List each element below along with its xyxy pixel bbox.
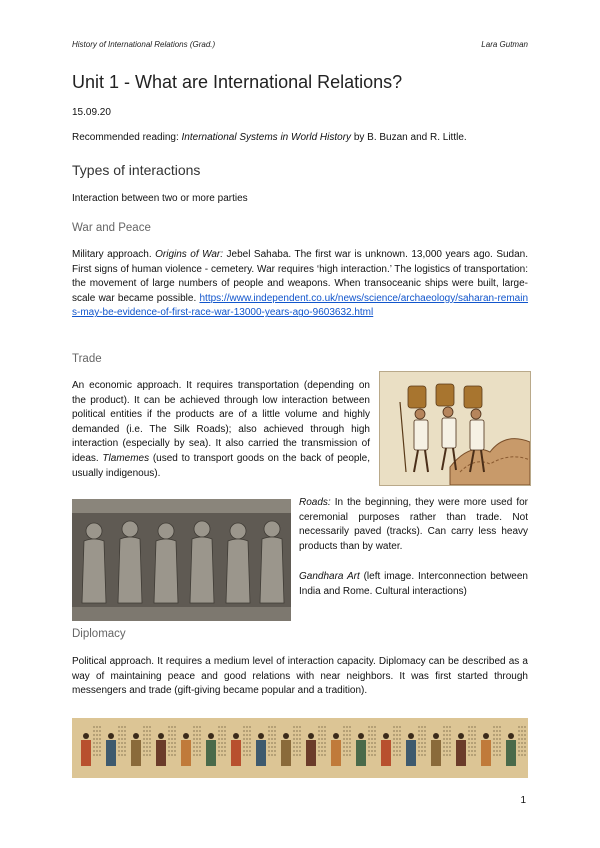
war-heading: War and Peace: [72, 222, 151, 234]
trade-body1: An economic approach. It requires transportation (depending on the product). It can be achieved through low interaction between political entities if the products are of a little volume and highly demanded (i.e. The Silk Roads); also achieved through high interaction (especially by sea). It also carried the transmission of ideas.: [72, 380, 370, 464]
trade-body2: (used to transport goods on the back of people, usually indigenous).: [72, 452, 371, 479]
header-course: History of International Relations (Grad.): [72, 40, 216, 49]
date: 15.09.20: [72, 107, 111, 118]
tlamemes-codex-image: [379, 371, 531, 486]
scroll-figures-drawing: [72, 718, 528, 778]
war-body: Jebel Sahaba. The first war is unknown. 13,000 years ago. Sudan. First signs of human violence - cemetery. War requires ‘high interaction.’ The logistics of transportation: the movement of large numbers of people and weapons. When transoceanic ships were built, large-scale war became possible.: [72, 249, 529, 304]
trade-tlamemes: Tlamemes: [102, 452, 150, 464]
war-lead: Military approach.: [72, 249, 152, 260]
gandhara-paragraph: [299, 570, 528, 599]
trade-heading: Trade: [72, 353, 102, 365]
diplomacy-scroll-image: [72, 718, 528, 778]
types-heading: Types of interactions: [72, 162, 201, 178]
roads-label: Roads:: [299, 497, 331, 508]
war-origins: Origins of War:: [155, 249, 224, 260]
war-paragraph: [72, 248, 528, 321]
header-author: Lara Gutman: [481, 40, 528, 49]
gandhara-label: Gandhara Art: [299, 571, 360, 582]
types-intro: Interaction between two or more parties: [72, 193, 248, 204]
roads-body: In the beginning, they were more used for ceremonial purposes rather than trade. Not necessarily paved (tracks). Can carry less heavy products than by water.: [299, 497, 528, 552]
recommended-authors: by B. Buzan and R. Little.: [353, 132, 467, 143]
gandhara-art-image: [72, 499, 291, 621]
recommended-reading: [72, 132, 467, 143]
gandhara-body: (left image. Interconnection between India and Rome. Cultural interactions): [299, 571, 528, 597]
roads-paragraph: [299, 496, 528, 554]
recommended-book: International Systems in World History: [181, 132, 352, 143]
trade-paragraph: [72, 379, 370, 481]
tlamemes-codex-drawing: [380, 372, 530, 485]
gandhara-relief-drawing: [72, 499, 291, 621]
recommended-label: Recommended reading:: [72, 132, 179, 143]
page-number: 1: [520, 795, 526, 806]
diplomacy-heading: Diplomacy: [72, 628, 126, 640]
page-title: Unit 1 - What are International Relations?: [72, 72, 403, 92]
diplomacy-paragraph: Political approach. It requires a medium level of interaction capacity. Diplomacy can be described as a way of maintaining peace and good relations with near neighbors. It was first started through messengers and trade (gift-giving became popular and a tradition).: [72, 656, 528, 697]
war-article-link[interactable]: https://www.independent.co.uk/news/science/archaeology/saharan-remains-may-be-evidence-of-first-race-war-13000-years-ago-9603632.html: [72, 292, 529, 319]
